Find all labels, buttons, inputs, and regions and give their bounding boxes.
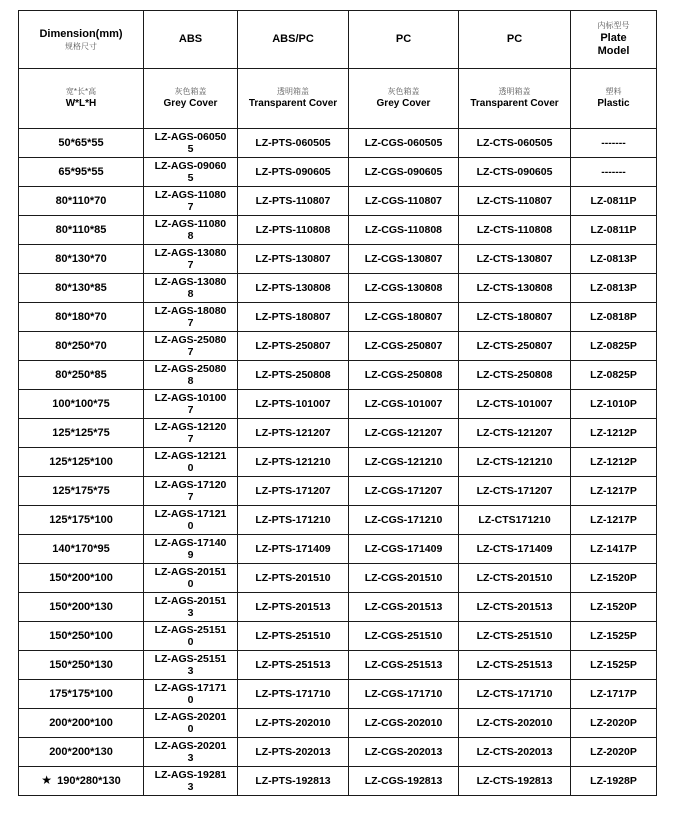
cell-pc_grey: LZ-CGS-121207	[349, 419, 459, 448]
cell-abs_grey: LZ-AGS-250807	[144, 332, 238, 361]
cell-dim: 80*250*85	[19, 361, 144, 390]
cell-pc_trans: LZ-CTS-202013	[459, 738, 571, 767]
cell-dim: 80*180*70	[19, 303, 144, 332]
cell-plastic: LZ-1212P	[571, 448, 657, 477]
table-row	[19, 738, 657, 767]
cell-dim: 80*110*70	[19, 187, 144, 216]
cell-plastic: LZ-1525P	[571, 651, 657, 680]
header-row-materials	[19, 11, 657, 69]
cell-abspc_trans: LZ-PTS-130807	[238, 245, 349, 274]
cell-plastic: -------	[571, 129, 657, 158]
cell-abs_grey: LZ-AGS-090605	[144, 158, 238, 187]
cell-abspc_trans: LZ-PTS-202010	[238, 709, 349, 738]
cell-pc_trans: LZ-CTS-250807	[459, 332, 571, 361]
cell-pc_grey: LZ-CGS-090605	[349, 158, 459, 187]
cell-dim: 125*125*75	[19, 419, 144, 448]
cell-abs_grey: LZ-AGS-192813	[144, 767, 238, 796]
cell-dim: 150*200*130	[19, 593, 144, 622]
cell-abs_grey: LZ-AGS-130807	[144, 245, 238, 274]
cell-abs_grey: LZ-AGS-121210	[144, 448, 238, 477]
cell-pc_trans: LZ-CTS-192813	[459, 767, 571, 796]
cell-pc_grey: LZ-CGS-202010	[349, 709, 459, 738]
table-row	[19, 622, 657, 651]
header-dimension	[19, 11, 144, 69]
cell-dim: 125*125*100	[19, 448, 144, 477]
cell-abspc_trans: LZ-PTS-090605	[238, 158, 349, 187]
cell-pc_trans: LZ-CTS171210	[459, 506, 571, 535]
cell-abspc_trans: LZ-PTS-201513	[238, 593, 349, 622]
cell-abs_grey: LZ-AGS-171710	[144, 680, 238, 709]
cell-plastic: LZ-2020P	[571, 738, 657, 767]
table-row	[19, 593, 657, 622]
table-row	[19, 651, 657, 680]
table-row	[19, 303, 657, 332]
cell-pc_grey: LZ-CGS-250808	[349, 361, 459, 390]
table-row	[19, 535, 657, 564]
table-row	[19, 767, 657, 796]
table-row	[19, 158, 657, 187]
cell-pc_grey: LZ-CGS-121210	[349, 448, 459, 477]
cell-abs_grey: LZ-AGS-201510	[144, 564, 238, 593]
header-pc-transparent-label: PC	[506, 33, 523, 46]
cell-pc_grey: LZ-CGS-180807	[349, 303, 459, 332]
cell-pc_trans: LZ-CTS-201510	[459, 564, 571, 593]
cell-pc_trans: LZ-CTS-202010	[459, 709, 571, 738]
cell-plastic: LZ-1717P	[571, 680, 657, 709]
header-abs-pc-label: ABS/PC	[272, 33, 314, 46]
cell-pc_grey: LZ-CGS-201510	[349, 564, 459, 593]
cell-abspc_trans: LZ-PTS-121210	[238, 448, 349, 477]
cell-pc_trans: LZ-CTS-171207	[459, 477, 571, 506]
spec-table-body	[19, 129, 657, 796]
header-pc-grey-label: PC	[395, 33, 412, 46]
spec-table	[18, 10, 657, 796]
table-row	[19, 680, 657, 709]
cell-pc_trans: LZ-CTS-130807	[459, 245, 571, 274]
table-row	[19, 187, 657, 216]
cell-pc_trans: LZ-CTS-121207	[459, 419, 571, 448]
cell-abs_grey: LZ-AGS-101007	[144, 390, 238, 419]
subheader-wlh-cn: 宽*长*高	[65, 87, 97, 97]
cell-dim: 140*170*95	[19, 535, 144, 564]
cell-abs_grey: LZ-AGS-251510	[144, 622, 238, 651]
cell-dim: 80*110*85	[19, 216, 144, 245]
header-plate-model-label: Plate Model	[597, 32, 630, 58]
cell-dim: 125*175*75	[19, 477, 144, 506]
cell-pc_trans: LZ-CTS-180807	[459, 303, 571, 332]
cell-pc_grey: LZ-CGS-250807	[349, 332, 459, 361]
cell-abs_grey: LZ-AGS-202010	[144, 709, 238, 738]
cell-pc_grey: LZ-CGS-171409	[349, 535, 459, 564]
cell-dim: 80*130*70	[19, 245, 144, 274]
cell-plastic: LZ-0811P	[571, 187, 657, 216]
cell-pc_trans: LZ-CTS-110808	[459, 216, 571, 245]
header-row-covers	[19, 69, 657, 129]
subheader-plastic-cn: 塑料	[605, 87, 622, 97]
cell-pc_trans: LZ-CTS-101007	[459, 390, 571, 419]
header-plate-model-label-cn: 内标型号	[597, 21, 630, 31]
cell-dim: 200*200*100	[19, 709, 144, 738]
cell-abs_grey: LZ-AGS-110807	[144, 187, 238, 216]
table-row	[19, 448, 657, 477]
cell-pc_trans: LZ-CTS-130808	[459, 274, 571, 303]
subheader-transparent-cover-abspc-cn: 透明箱盖	[277, 87, 309, 97]
cell-dim: 65*95*55	[19, 158, 144, 187]
cell-dim: ★ 190*280*130	[19, 767, 144, 796]
cell-abspc_trans: LZ-PTS-171409	[238, 535, 349, 564]
cell-dim: 150*200*100	[19, 564, 144, 593]
subheader-transparent-cover-pc-label: Transparent Cover	[470, 98, 559, 110]
table-row	[19, 216, 657, 245]
cell-abs_grey: LZ-AGS-171409	[144, 535, 238, 564]
header-abs	[144, 11, 238, 69]
cell-pc_trans: LZ-CTS-110807	[459, 187, 571, 216]
cell-plastic: LZ-0825P	[571, 361, 657, 390]
cell-plastic: LZ-1010P	[571, 390, 657, 419]
cell-pc_grey: LZ-CGS-202013	[349, 738, 459, 767]
cell-plastic: LZ-0811P	[571, 216, 657, 245]
cell-dim: 125*175*100	[19, 506, 144, 535]
cell-abs_grey: LZ-AGS-110808	[144, 216, 238, 245]
cell-plastic: LZ-1212P	[571, 419, 657, 448]
subheader-plastic	[571, 69, 657, 129]
table-row	[19, 129, 657, 158]
cell-abs_grey: LZ-AGS-250808	[144, 361, 238, 390]
table-row	[19, 419, 657, 448]
cell-plastic: LZ-0813P	[571, 274, 657, 303]
cell-plastic: LZ-0825P	[571, 332, 657, 361]
cell-abs_grey: LZ-AGS-171210	[144, 506, 238, 535]
subheader-transparent-cover-abspc	[238, 69, 349, 129]
cell-abspc_trans: LZ-PTS-171210	[238, 506, 349, 535]
header-pc-grey	[349, 11, 459, 69]
cell-plastic: LZ-1417P	[571, 535, 657, 564]
cell-abs_grey: LZ-AGS-130808	[144, 274, 238, 303]
subheader-grey-cover-pc-label: Grey Cover	[376, 98, 431, 110]
cell-abs_grey: LZ-AGS-201513	[144, 593, 238, 622]
cell-plastic: LZ-1217P	[571, 506, 657, 535]
cell-pc_trans: LZ-CTS-171409	[459, 535, 571, 564]
cell-pc_grey: LZ-CGS-201513	[349, 593, 459, 622]
cell-pc_trans: LZ-CTS-121210	[459, 448, 571, 477]
cell-dim: 175*175*100	[19, 680, 144, 709]
table-row	[19, 564, 657, 593]
cell-plastic: LZ-2020P	[571, 709, 657, 738]
table-row	[19, 390, 657, 419]
cell-abspc_trans: LZ-PTS-130808	[238, 274, 349, 303]
cell-dim: 150*250*100	[19, 622, 144, 651]
subheader-grey-cover-abs-cn: 灰色箱盖	[174, 87, 207, 97]
subheader-grey-cover-pc	[349, 69, 459, 129]
header-abs-label: ABS	[178, 33, 203, 46]
cell-abspc_trans: LZ-PTS-250807	[238, 332, 349, 361]
cell-abs_grey: LZ-AGS-202013	[144, 738, 238, 767]
table-row	[19, 477, 657, 506]
subheader-wlh-label: W*L*H	[65, 98, 97, 110]
cell-abspc_trans: LZ-PTS-201510	[238, 564, 349, 593]
star-icon: ★	[41, 773, 53, 788]
cell-abspc_trans: LZ-PTS-251513	[238, 651, 349, 680]
cell-abspc_trans: LZ-PTS-202013	[238, 738, 349, 767]
subheader-grey-cover-pc-cn: 灰色箱盖	[387, 87, 420, 97]
cell-plastic: LZ-0813P	[571, 245, 657, 274]
table-row	[19, 506, 657, 535]
cell-abspc_trans: LZ-PTS-180807	[238, 303, 349, 332]
cell-pc_grey: LZ-CGS-110807	[349, 187, 459, 216]
cell-abspc_trans: LZ-PTS-171207	[238, 477, 349, 506]
cell-abs_grey: LZ-AGS-060505	[144, 129, 238, 158]
cell-dim: 150*250*130	[19, 651, 144, 680]
cell-abs_grey: LZ-AGS-171207	[144, 477, 238, 506]
subheader-wlh	[19, 69, 144, 129]
cell-pc_trans: LZ-CTS-251513	[459, 651, 571, 680]
cell-pc_trans: LZ-CTS-251510	[459, 622, 571, 651]
table-row	[19, 274, 657, 303]
cell-abspc_trans: LZ-PTS-121207	[238, 419, 349, 448]
header-dimension-label-cn: 规格尺寸	[65, 42, 97, 52]
table-row	[19, 709, 657, 738]
cell-abspc_trans: LZ-PTS-171710	[238, 680, 349, 709]
cell-pc_trans: LZ-CTS-171710	[459, 680, 571, 709]
cell-plastic: -------	[571, 158, 657, 187]
cell-abspc_trans: LZ-PTS-110808	[238, 216, 349, 245]
cell-pc_grey: LZ-CGS-130808	[349, 274, 459, 303]
cell-pc_grey: LZ-CGS-251513	[349, 651, 459, 680]
subheader-grey-cover-abs	[144, 69, 238, 129]
table-row	[19, 361, 657, 390]
cell-abspc_trans: LZ-PTS-060505	[238, 129, 349, 158]
cell-pc_grey: LZ-CGS-110808	[349, 216, 459, 245]
cell-abspc_trans: LZ-PTS-250808	[238, 361, 349, 390]
table-header	[19, 11, 657, 129]
cell-abspc_trans: LZ-PTS-110807	[238, 187, 349, 216]
cell-pc_trans: LZ-CTS-090605	[459, 158, 571, 187]
cell-dim: 80*250*70	[19, 332, 144, 361]
cell-abspc_trans: LZ-PTS-251510	[238, 622, 349, 651]
subheader-transparent-cover-pc-cn: 透明箱盖	[498, 87, 531, 97]
cell-abs_grey: LZ-AGS-121207	[144, 419, 238, 448]
cell-plastic: LZ-1520P	[571, 593, 657, 622]
cell-pc_grey: LZ-CGS-171710	[349, 680, 459, 709]
cell-dim: 100*100*75	[19, 390, 144, 419]
subheader-grey-cover-abs-label: Grey Cover	[163, 98, 218, 110]
cell-pc_grey: LZ-CGS-171207	[349, 477, 459, 506]
cell-pc_grey: LZ-CGS-251510	[349, 622, 459, 651]
subheader-transparent-cover-pc	[459, 69, 571, 129]
cell-plastic: LZ-0818P	[571, 303, 657, 332]
cell-dim: 50*65*55	[19, 129, 144, 158]
cell-plastic: LZ-1525P	[571, 622, 657, 651]
cell-abs_grey: LZ-AGS-180807	[144, 303, 238, 332]
subheader-transparent-cover-abspc-label: Transparent Cover	[248, 98, 338, 110]
cell-dim: 200*200*130	[19, 738, 144, 767]
cell-pc_grey: LZ-CGS-101007	[349, 390, 459, 419]
header-abs-pc	[238, 11, 349, 69]
cell-abs_grey: LZ-AGS-251513	[144, 651, 238, 680]
cell-abspc_trans: LZ-PTS-192813	[238, 767, 349, 796]
table-row	[19, 245, 657, 274]
cell-plastic: LZ-1928P	[571, 767, 657, 796]
cell-pc_grey: LZ-CGS-192813	[349, 767, 459, 796]
cell-pc_trans: LZ-CTS-250808	[459, 361, 571, 390]
cell-plastic: LZ-1520P	[571, 564, 657, 593]
table-row	[19, 332, 657, 361]
subheader-plastic-label: Plastic	[597, 98, 630, 110]
cell-abspc_trans: LZ-PTS-101007	[238, 390, 349, 419]
header-dimension-label: Dimension(mm)	[39, 27, 123, 40]
cell-dim: 80*130*85	[19, 274, 144, 303]
cell-pc_grey: LZ-CGS-060505	[349, 129, 459, 158]
cell-pc_trans: LZ-CTS-060505	[459, 129, 571, 158]
header-plate-model	[571, 11, 657, 69]
cell-pc_grey: LZ-CGS-171210	[349, 506, 459, 535]
cell-pc_trans: LZ-CTS-201513	[459, 593, 571, 622]
cell-pc_grey: LZ-CGS-130807	[349, 245, 459, 274]
cell-plastic: LZ-1217P	[571, 477, 657, 506]
header-pc-transparent	[459, 11, 571, 69]
